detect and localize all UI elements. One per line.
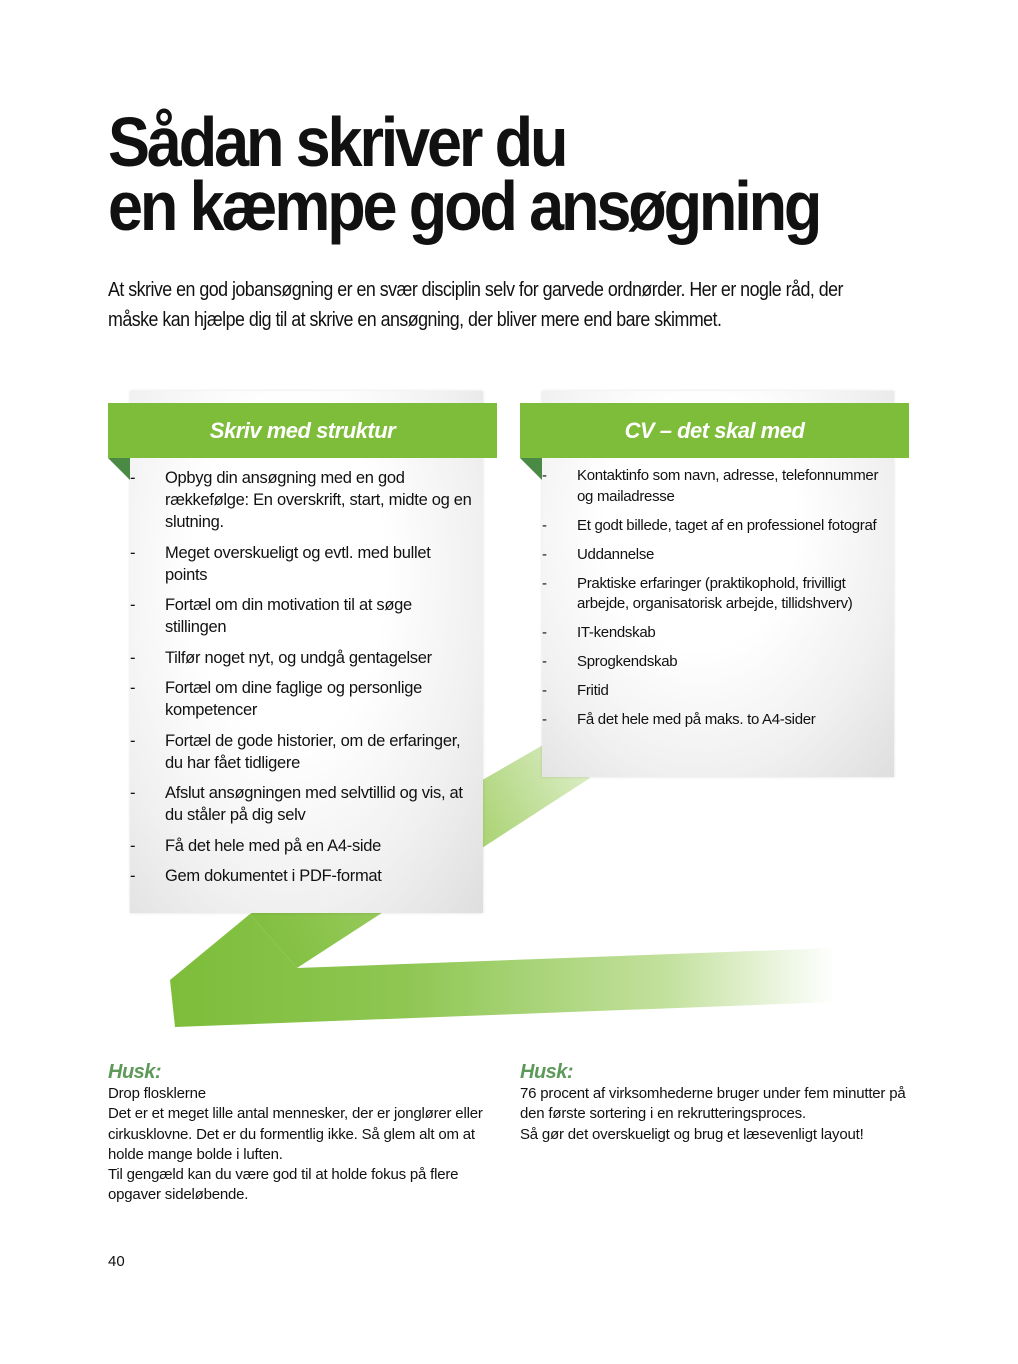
list-item: - Kontaktinfo som navn, adresse, telefonnummer og mailadresse — [542, 466, 887, 507]
list-item: - IT-kendskab — [542, 623, 887, 644]
note-line: Så gør det overskueligt og brug et læsevenligt layout! — [520, 1125, 864, 1143]
list-item: - Fortæl om dine faglige og personlige kompetencer — [130, 677, 475, 721]
banner-fold — [520, 458, 542, 480]
list-item: - Fritid — [542, 681, 887, 702]
title-line-1: Sådan skriver du — [108, 103, 566, 181]
list-item: - Gem dokumentet i PDF-format — [130, 865, 475, 887]
list-item: - Få det hele med på en A4-side — [130, 835, 475, 857]
list-item: - Tilfør noget nyt, og undgå gentagelser — [130, 647, 475, 669]
intro-paragraph: At skrive en god jobansøgning er en svær disciplin selv for garvede ordnørder. Her er nogle råd, der måske kan hjælpe dig til at skrive en ansøgning, der bliver mere end bare skimmet. — [108, 278, 843, 331]
cv-list — [542, 466, 887, 739]
page-number: 40 — [108, 1253, 125, 1270]
list-item: - Afslut ansøgningen med selvtillid og vis, at du ståler på dig selv — [130, 782, 475, 826]
note-line: 76 procent af virksomhederne bruger under fem minutter på den første sortering i en rekrutteringsproces. — [520, 1085, 906, 1123]
card-heading-cv: CV – det skal med — [520, 403, 909, 458]
list-item: - Meget overskueligt og evtl. med bullet points — [130, 542, 475, 586]
note-line: Drop flosklerne — [108, 1085, 206, 1102]
note-right — [520, 1060, 915, 1145]
title-line-2: en kæmpe god ansøgning — [108, 167, 820, 245]
note-title: Husk: — [108, 1061, 162, 1083]
list-item: - Uddannelse — [542, 545, 887, 566]
note-line: Det er et meget lille antal mennesker, der er jonglører eller cirkusklovne. Det er du formentlig ikke. Så glem alt om at holde mange bolde i luften. — [108, 1105, 483, 1163]
note-title: Husk: — [520, 1061, 574, 1083]
structure-list — [130, 467, 475, 896]
list-item: - Sprogkendskab — [542, 652, 887, 673]
card-heading-structure: Skriv med struktur — [108, 403, 497, 458]
list-item: - Et godt billede, taget af en professionel fotograf — [542, 516, 887, 537]
list-item: - Fortæl de gode historier, om de erfaringer, du har fået tidligere — [130, 730, 475, 774]
banner-fold — [108, 458, 130, 480]
list-item: - Få det hele med på maks. to A4-sider — [542, 710, 887, 731]
list-item: - Praktiske erfaringer (praktikophold, frivilligt arbejde, organisatorisk arbejde, tillidshverv) — [542, 574, 887, 615]
list-item: - Opbyg din ansøgning med en god rækkefølge: En overskrift, start, midte og en slutning. — [130, 467, 475, 533]
list-item: - Fortæl om din motivation til at søge stillingen — [130, 594, 475, 638]
note-line: Til gengæld kan du være god til at holde fokus på flere opgaver sideløbende. — [108, 1166, 459, 1204]
note-left — [108, 1060, 503, 1206]
